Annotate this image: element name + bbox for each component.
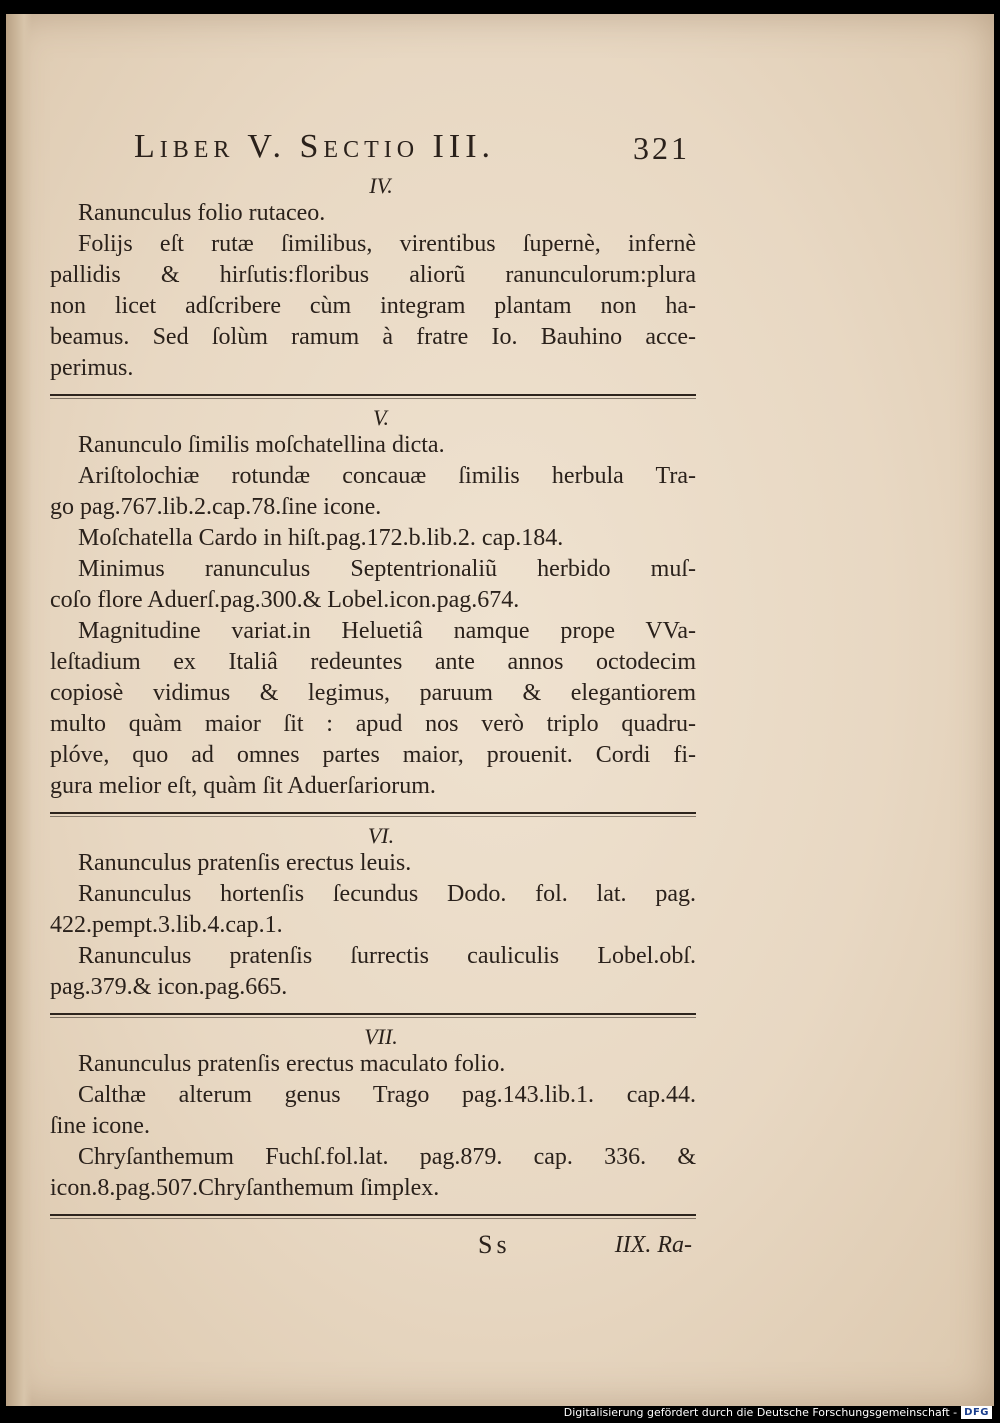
text-line: non licet adſcribere cùm integram plantam non ha- [50, 293, 696, 319]
text-line: ſine icone. [50, 1113, 150, 1139]
text-line: Ranunculus pratenſis erectus maculato folio. [78, 1051, 506, 1077]
section-number: V. [372, 405, 390, 430]
text-line: Folijs eſt rutæ ſimilibus, virentibus ſupernè, infernè [78, 231, 696, 257]
text-line: pallidis & hirſutis:floribus aliorũ ranunculorum:plura [50, 262, 696, 288]
page-footer [50, 1226, 696, 1266]
text-line: copiosè vidimus & legimus, paruum & elegantiorem [50, 680, 696, 706]
banner-text: Digitalisierung gefördert durch die Deutsche Forschungsgemeinschaft - [563, 1406, 958, 1419]
section-number: IV. [369, 173, 393, 198]
text-line: leſtadium ex Italiâ redeuntes ante annos octodecim [50, 649, 696, 675]
text-line: Calthæ alterum genus Trago pag.143.lib.1. cap.44. [78, 1082, 696, 1108]
text-line: Magnitudine variat.in Heluetiâ namque prope VVa- [78, 618, 696, 644]
text-line: perimus. [50, 355, 134, 381]
section-number: VII. [364, 1024, 398, 1049]
text-line: Ranunculo ſimilis moſchatellina dicta. [78, 432, 445, 458]
text-line: coſo flore Aduerſ.pag.300.& Lobel.icon.pag.674. [50, 587, 520, 613]
catchword: IIX. Ra- [614, 1232, 692, 1258]
dfg-logo: DFG [961, 1406, 992, 1419]
text-line: pag.379.& icon.pag.665. [50, 974, 288, 1000]
text-line: Moſchatella Cardo in hiſt.pag.172.b.lib.2. cap.184. [78, 525, 564, 551]
book-page [6, 14, 994, 1406]
text-line: Ranunculus pratenſis ſurrectis cauliculis Lobel.obſ. [78, 943, 696, 969]
text-line: Chryſanthemum Fuchſ.fol.lat. pag.879. cap. 336. & [78, 1144, 696, 1170]
text-line: multo quàm maior ſit : apud nos verò triplo quadru- [50, 711, 696, 737]
text-line: beamus. Sed ſolùm ramum à fratre Io. Bauhino acce- [50, 324, 696, 350]
signature-mark: Ss [478, 1230, 511, 1259]
digitization-banner [564, 1404, 992, 1421]
text-line: Ranunculus hortenſis ſecundus Dodo. fol. lat. pag. [78, 881, 696, 907]
section-divider-rule [50, 812, 696, 814]
text-line: 422.pempt.3.lib.4.cap.1. [50, 912, 283, 938]
running-header [50, 122, 696, 174]
text-line: Ariſtolochiæ rotundæ concauæ ſimilis herbula Tra- [78, 463, 696, 489]
text-line: gura melior eſt, quàm ſit Aduerſariorum. [50, 773, 436, 799]
running-title: Liber V. Sectio III. [134, 128, 496, 165]
page-text-block [50, 122, 696, 1266]
text-line: go pag.767.lib.2.cap.78.ſine icone. [50, 494, 382, 520]
page-number: 321 [633, 130, 690, 166]
section-number: VI. [367, 823, 395, 848]
section-divider-rule [50, 1214, 696, 1216]
text-line: Ranunculus folio rutaceo. [78, 200, 326, 226]
text-line: Minimus ranunculus Septentrionaliũ herbido muſ- [78, 556, 696, 582]
text-line: Ranunculus pratenſis erectus leuis. [78, 850, 412, 876]
text-line: icon.8.pag.507.Chryſanthemum ſimplex. [50, 1175, 440, 1201]
section-divider-rule [50, 394, 696, 396]
section-divider-rule [50, 1013, 696, 1015]
sections-container [50, 174, 696, 1216]
text-line: plóve, quo ad omnes partes maior, prouenit. Cordi fi- [50, 742, 696, 768]
page-spine-shadow [6, 14, 32, 1406]
